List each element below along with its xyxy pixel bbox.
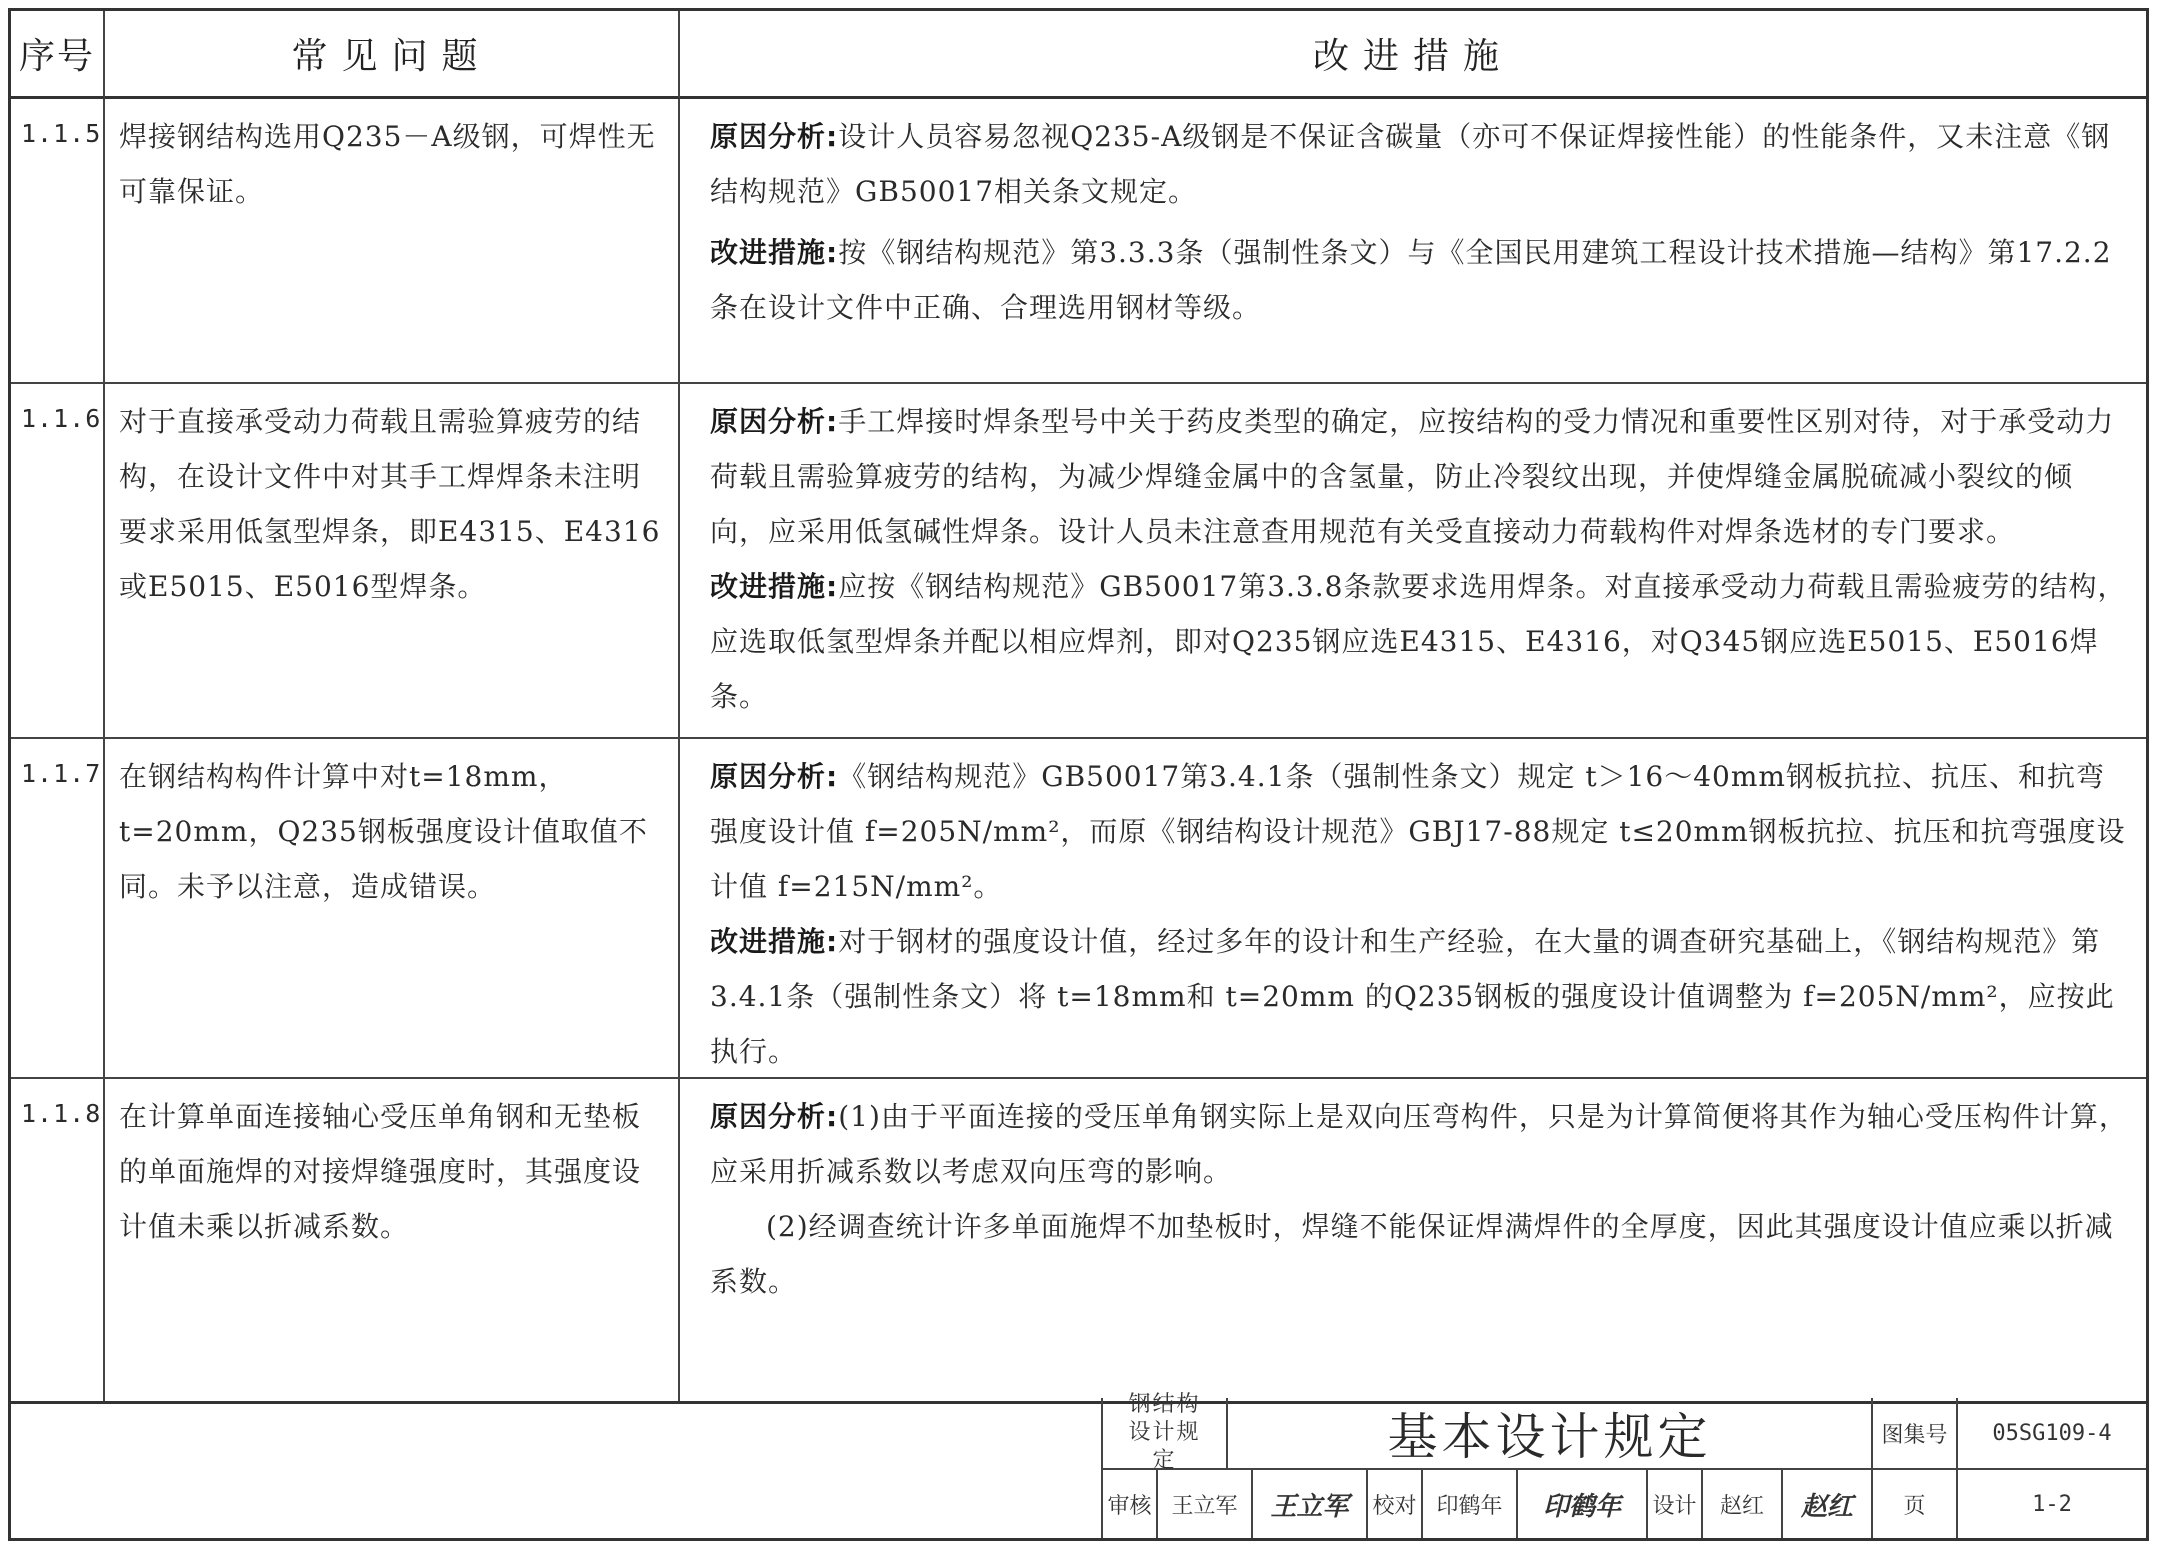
document-sheet — [8, 8, 2149, 1541]
row-number: 1.1.6 — [11, 384, 105, 737]
analysis-text: 手工焊接时焊条型号中关于药皮类型的确定，应按结构的受力情况和重要性区别对待，对于承受动力荷载且需验算疲劳的结构，为减少焊缝金属中的含氢量，防止冷裂纹出现，并使焊缝金属脱硫减小裂纹的倾向，应采用低氢碱性焊条。设计人员未注意查用规范有关受直接动力荷载构件对焊条选材的专门要求。 — [710, 405, 2115, 548]
reviewer-name: 王立军 — [1156, 1470, 1251, 1538]
atlas-number: 05SG109-4 — [1956, 1398, 2146, 1468]
analysis-text: (1)由于平面连接的受压单角钢实际上是双向压弯构件，只是为计算简便将其作为轴心受压构件计算，应采用折减系数以考虑双向压弯的影响。 — [710, 1100, 2128, 1188]
analysis-paragraph — [710, 109, 2128, 219]
measure-label: 改进措施: — [710, 925, 839, 958]
table-row — [11, 384, 2146, 739]
measure-text: 对于钢材的强度设计值，经过多年的设计和生产经验，在大量的调查研究基础上，《钢结构规范》第3.4.1条（强制性条文）将 t=18mm和 t=20mm 的Q235钢板的强度设计值调整为 f=205N/mm²，应按此执行。 — [710, 925, 2115, 1068]
problem-text-content: 对于直接承受动力荷载且需验算疲劳的结构，在设计文件中对其手工焊焊条未注明要求采用低氢型焊条，即E4315、E4316或E5015、E5016型焊条。 — [119, 405, 661, 603]
drawing-category: 钢结构设计规定 — [1101, 1398, 1226, 1468]
measure-label: 改进措施: — [710, 236, 839, 269]
page-label: 页 — [1871, 1470, 1956, 1538]
table-row — [11, 99, 2146, 384]
page-number: 1-2 — [1956, 1470, 2146, 1538]
fix-text — [680, 739, 2146, 1077]
problem-text-content: 在钢结构构件计算中对t=18mm，t=20mm，Q235钢板强度设计值取值不同。未予以注意，造成错误。 — [119, 760, 648, 903]
check-label: 校对 — [1366, 1470, 1421, 1538]
table-row — [11, 1079, 2146, 1404]
analysis-paragraph — [710, 749, 2128, 914]
drawing-title: 基本设计规定 — [1226, 1398, 1871, 1468]
measure-text: 应按《钢结构规范》GB50017第3.3.8条款要求选用焊条。对直接承受动力荷载且需验疲劳的结构，应选取低氢型焊条并配以相应焊剂，即对Q235钢应选E4315、E4316，对Q345钢应选E5015、E5016焊条。 — [710, 570, 2127, 713]
measure-label: 改进措施: — [710, 570, 839, 603]
title-block — [11, 1392, 2146, 1538]
analysis-label: 原因分析: — [710, 120, 839, 153]
problem-text-content: 焊接钢结构选用Q235－A级钢，可焊性无可靠保证。 — [119, 120, 656, 208]
review-label: 审核 — [1101, 1470, 1156, 1538]
analysis-paragraph-2: (2)经调查统计许多单面施焊不加垫板时，焊缝不能保证焊满焊件的全厚度，因此其强度设计值应乘以折减系数。 — [710, 1210, 2114, 1298]
measure-text: 按《钢结构规范》第3.3.3条（强制性条文）与《全国民用建筑工程设计技术措施—结构》第17.2.2条在设计文件中正确、合理选用钢材等级。 — [710, 236, 2112, 324]
measure-paragraph — [710, 225, 2128, 335]
analysis-paragraph — [710, 394, 2128, 559]
header-problem: 常见问题 — [105, 11, 680, 99]
analysis-label: 原因分析: — [710, 1100, 839, 1133]
atlas-label: 图集号 — [1871, 1398, 1956, 1468]
fix-text — [680, 99, 2146, 382]
row-number: 1.1.8 — [11, 1079, 105, 1401]
analysis-text: 《钢结构规范》GB50017第3.4.1条（强制性条文）规定 t＞16～40mm钢板抗拉、抗压、和抗弯强度设计值 f=205N/mm²，而原《钢结构设计规范》GBJ17-88规定 t≤20mm钢板抗拉、抗压和抗弯强度设计值 f=215N/mm²。 — [710, 760, 2126, 903]
design-label: 设计 — [1646, 1470, 1701, 1538]
fix-text — [680, 384, 2146, 737]
checker-signature: 印鹤年 — [1516, 1470, 1646, 1538]
checker-name: 印鹤年 — [1421, 1470, 1516, 1538]
analysis-label: 原因分析: — [710, 405, 839, 438]
measure-paragraph — [710, 559, 2128, 724]
problem-text — [105, 739, 680, 1077]
reviewer-signature: 王立军 — [1251, 1470, 1366, 1538]
analysis-paragraph — [710, 1089, 2128, 1199]
problem-text-content: 在计算单面连接轴心受压单角钢和无垫板的单面施焊的对接焊缝强度时，其强度设计值未乘以折减系数。 — [119, 1100, 642, 1243]
row-number: 1.1.7 — [11, 739, 105, 1077]
header-no: 序号 — [11, 11, 105, 99]
row-number: 1.1.5 — [11, 99, 105, 382]
measure-paragraph — [710, 914, 2128, 1079]
fix-text — [680, 1079, 2146, 1401]
table-row — [11, 739, 2146, 1079]
analysis-text: 设计人员容易忽视Q235-A级钢是不保证含碳量（亦可不保证焊接性能）的性能条件，又未注意《钢结构规范》GB50017相关条文规定。 — [710, 120, 2111, 208]
designer-signature: 赵红 — [1781, 1470, 1871, 1538]
header-fix: 改进措施 — [680, 11, 2146, 99]
problem-text — [105, 99, 680, 382]
problem-text — [105, 384, 680, 737]
analysis-label: 原因分析: — [710, 760, 839, 793]
designer-name: 赵红 — [1701, 1470, 1781, 1538]
problem-text — [105, 1079, 680, 1401]
